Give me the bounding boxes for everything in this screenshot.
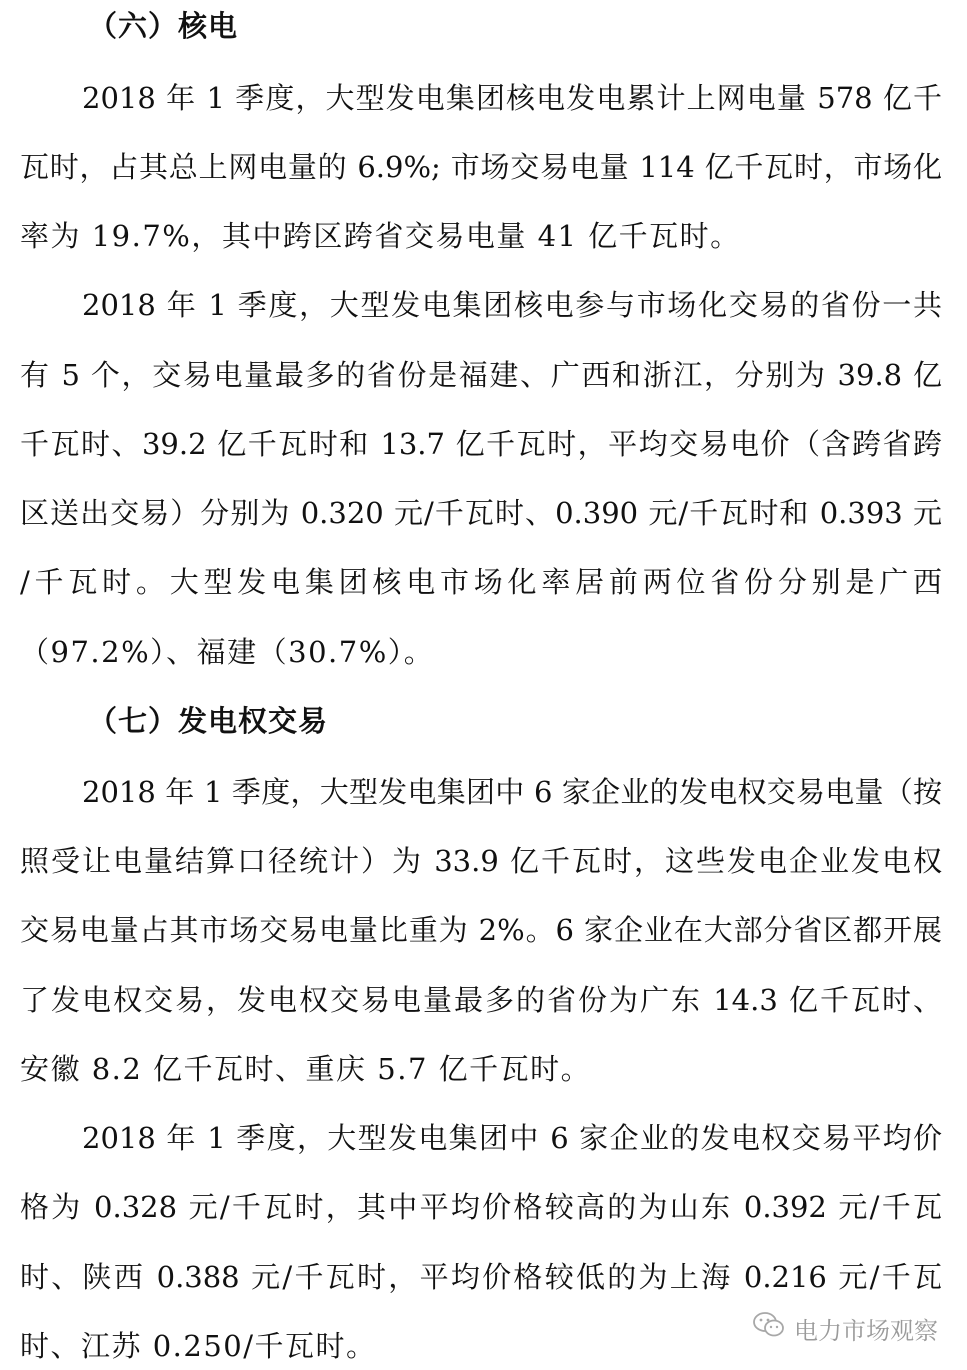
section-heading-nuclear: （六）核电 (88, 9, 239, 43)
paragraph-line: 时、江苏 0.250/千瓦时。 (20, 1329, 377, 1363)
paragraph-line: 瓦时，占其总上网电量的 6.9%; 市场交易电量 114 亿千瓦时，市场化 (20, 150, 942, 184)
watermark (752, 1308, 938, 1348)
paragraph-line: 区送出交易）分别为 0.320 元/千瓦时、0.390 元/千瓦时和 0.393 元 (20, 496, 942, 530)
paragraph-line: 2018 年 1 季度，大型发电集团中 6 家企业的发电权交易平均价 (82, 1121, 942, 1155)
paragraph-line: 了发电权交易，发电权交易电量最多的省份为广东 14.3 亿千瓦时、 (20, 983, 942, 1017)
paragraph-line: 2018 年 1 季度，大型发电集团核电参与市场化交易的省份一共 (82, 288, 942, 322)
paragraph-line: 有 5 个，交易电量最多的省份是福建、广西和浙江，分别为 39.8 亿 (20, 358, 942, 392)
paragraph-line: 2018 年 1 季度，大型发电集团中 6 家企业的发电权交易电量（按 (82, 775, 942, 809)
paragraph-line: 交易电量占其市场交易电量比重为 2%。6 家企业在大部分省区都开展 (20, 913, 942, 947)
wechat-icon (752, 1310, 786, 1346)
paragraph-line: （97.2%）、福建（30.7%）。 (20, 635, 435, 669)
paragraph-line: 格为 0.328 元/千瓦时，其中平均价格较高的为山东 0.392 元/千瓦 (20, 1190, 942, 1224)
section-heading-generation-rights: （七）发电权交易 (88, 704, 329, 738)
watermark-text: 电力市场观察 (794, 1316, 938, 1345)
paragraph-line: 2018 年 1 季度，大型发电集团核电发电累计上网电量 578 亿千 (82, 81, 942, 115)
paragraph-line: 时、陕西 0.388 元/千瓦时，平均价格较低的为上海 0.216 元/千瓦 (20, 1260, 942, 1294)
paragraph-line: /千瓦时。大型发电集团核电市场化率居前两位省份分别是广西 (20, 565, 942, 599)
paragraph-line: 千瓦时、39.2 亿千瓦时和 13.7 亿千瓦时，平均交易电价（含跨省跨 (20, 427, 942, 461)
paragraph-line: 安徽 8.2 亿千瓦时、重庆 5.7 亿千瓦时。 (20, 1052, 592, 1086)
paragraph-line: 率为 19.7%，其中跨区跨省交易电量 41 亿千瓦时。 (20, 219, 741, 253)
paragraph-line: 照受让电量结算口径统计）为 33.9 亿千瓦时，这些发电企业发电权 (20, 844, 942, 878)
